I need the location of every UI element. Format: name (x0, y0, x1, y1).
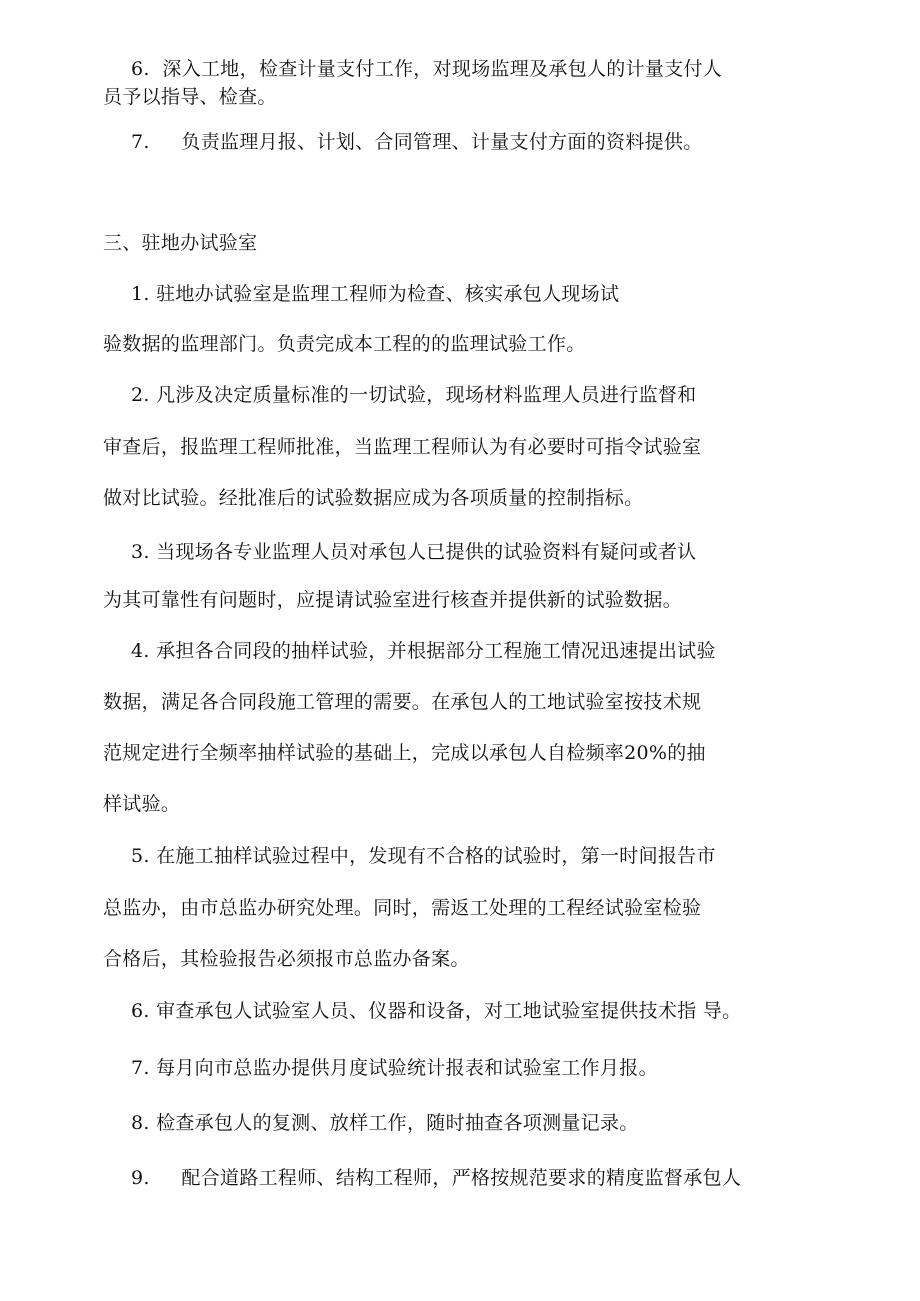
text-line: 做对比试验。经批准后的试验数据应成为各项质量的控制指标。 (103, 487, 644, 509)
text-line: 数据，满足各合同段施工管理的需要。在承包人的工地试验室按技术规 (103, 691, 702, 713)
text-line: 3. 当现场各专业监理人员对承包人已提供的试验资料有疑问或者认 (131, 541, 697, 563)
text-line: 为其可靠性有问题时，应提请试验室进行核查并提供新的试验数据。 (103, 589, 683, 611)
text-line: 8. 检查承包人的复测、放样工作，随时抽查各项测量记录。 (131, 1112, 639, 1134)
text-line: 验数据的监理部门。负责完成本工程的的监理试验工作。 (103, 333, 586, 355)
text-line: 6. 深入工地，检查计量支付工作，对现场监理及承包人的计量支付人 (131, 58, 723, 80)
text-line: 4. 承担各合同段的抽样试验，并根据部分工程施工情况迅速提出试验 (131, 640, 716, 662)
text-line: 样试验。 (103, 793, 181, 815)
text-line: 审查后，报监理工程师批准，当监理工程师认为有必要时可指令试验室 (103, 436, 702, 458)
text-line: 1. 驻地办试验室是监理工程师为检查、核实承包人现场试 (131, 283, 620, 305)
text-line: 5. 在施工抽样试验过程中，发现有不合格的试验时，第一时间报告市 (131, 845, 716, 867)
text-line: 总监办，由市总监办研究处理。同时，需返工处理的工程经试验室检验 (103, 897, 702, 919)
text-line: 7. 每月向市总监办提供月度试验统计报表和试验室工作月报。 (131, 1057, 658, 1079)
section-heading: 三、驻地办试验室 (103, 232, 258, 254)
text-line: 2. 凡涉及决定质量标准的一切试验，现场材料监理人员进行监督和 (131, 384, 697, 406)
text-line: 9. 配合道路工程师、结构工程师，严格按规范要求的精度监督承包人 (131, 1167, 742, 1189)
text-line: 6. 审查承包人试验室人员、仪器和设备，对工地试验室提供技术指 导。 (131, 1000, 742, 1022)
text-line: 合格后，其检验报告必须报市总监办备案。 (103, 948, 470, 970)
text-line: 范规定进行全频率抽样试验的基础上，完成以承包人自检频率20%的抽 (103, 742, 706, 764)
text-line: 7. 负责监理月报、计划、合同管理、计量支付方面的资料提供。 (131, 131, 703, 153)
text-line: 员予以指导、检查。 (103, 86, 277, 108)
